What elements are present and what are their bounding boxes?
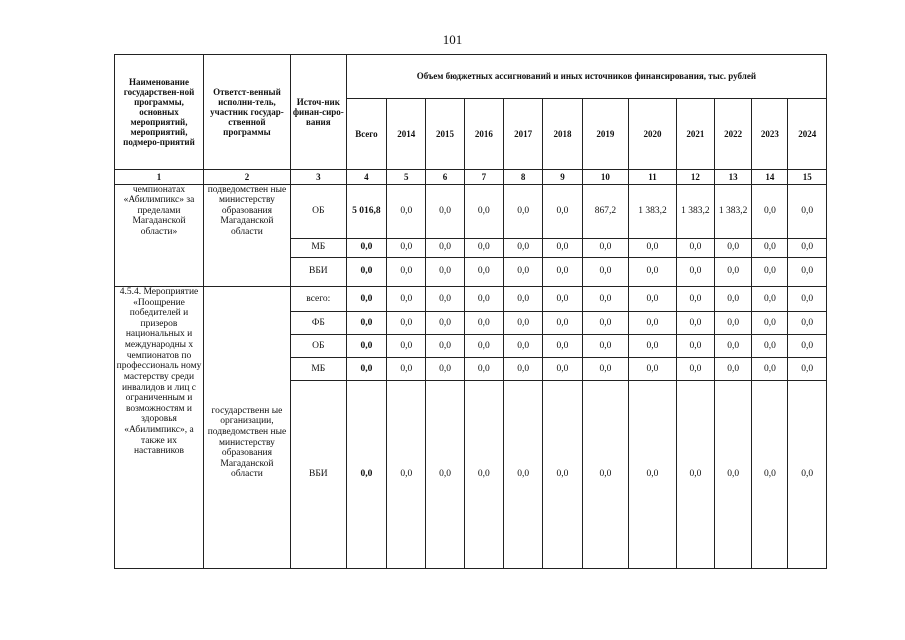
- index-cell: 2: [203, 169, 290, 184]
- value-cell: 0,0: [387, 238, 426, 257]
- value-cell: 0,0: [426, 238, 464, 257]
- value-cell: 0,0: [752, 238, 788, 257]
- header-year-cell: 2016: [464, 98, 503, 169]
- index-cell: 12: [676, 169, 714, 184]
- value-cell: 0,0: [629, 380, 677, 568]
- value-cell: 0,0: [676, 380, 714, 568]
- value-cell: 0,0: [464, 357, 503, 380]
- value-cell: 0,0: [543, 184, 582, 238]
- value-cell: 0,0: [504, 184, 543, 238]
- value-cell: 0,0: [715, 334, 752, 357]
- funding-source-cell: МБ: [290, 238, 346, 257]
- value-cell: 0,0: [788, 334, 827, 357]
- value-cell: 0,0: [629, 238, 677, 257]
- header-year-cell: 2021: [676, 98, 714, 169]
- value-cell: 0,0: [346, 380, 386, 568]
- value-cell: 0,0: [752, 257, 788, 286]
- value-cell: 0,0: [582, 311, 629, 334]
- value-cell: 0,0: [387, 257, 426, 286]
- value-cell: 0,0: [464, 380, 503, 568]
- index-cell: 5: [387, 169, 426, 184]
- value-cell: 0,0: [504, 334, 543, 357]
- value-cell: 1 383,2: [629, 184, 677, 238]
- executor-cell: государственн ые организации, подведомствен ные министерству образования Магаданской области: [203, 286, 290, 568]
- value-cell: 0,0: [715, 286, 752, 311]
- value-cell: 0,0: [582, 286, 629, 311]
- value-cell: 0,0: [788, 357, 827, 380]
- value-cell: 0,0: [715, 311, 752, 334]
- funding-source-cell: всего:: [290, 286, 346, 311]
- value-cell: 0,0: [676, 286, 714, 311]
- value-cell: 0,0: [629, 311, 677, 334]
- header-executor: Ответст-венный исполни-тель, участник государ-ственной программы: [203, 55, 290, 170]
- value-cell: 0,0: [504, 311, 543, 334]
- value-cell: 0,0: [752, 380, 788, 568]
- table-header: [115, 55, 827, 185]
- value-cell: 0,0: [346, 257, 386, 286]
- index-cell: 13: [715, 169, 752, 184]
- header-year-cell: 2022: [715, 98, 752, 169]
- header-year-cell: 2024: [788, 98, 827, 169]
- value-cell: 0,0: [715, 357, 752, 380]
- value-cell: 0,0: [676, 357, 714, 380]
- header-budget-group: Объем бюджетных ассигнований и иных источников финансирования, тыс. рублей: [346, 55, 826, 99]
- table-block-1: [115, 184, 827, 286]
- header-year-cell: 2020: [629, 98, 677, 169]
- value-cell: 0,0: [464, 257, 503, 286]
- value-cell: 0,0: [788, 238, 827, 257]
- funding-source-cell: ВБИ: [290, 257, 346, 286]
- value-cell: 0,0: [582, 257, 629, 286]
- value-cell: 0,0: [346, 334, 386, 357]
- value-cell: 0,0: [426, 380, 464, 568]
- value-cell: 0,0: [543, 238, 582, 257]
- funding-source-cell: МБ: [290, 357, 346, 380]
- index-cell: 11: [629, 169, 677, 184]
- value-cell: 0,0: [543, 286, 582, 311]
- funding-source-cell: ОБ: [290, 184, 346, 238]
- value-cell: 867,2: [582, 184, 629, 238]
- value-cell: 0,0: [582, 238, 629, 257]
- value-cell: 0,0: [582, 357, 629, 380]
- header-year-cell: 2019: [582, 98, 629, 169]
- value-cell: 0,0: [504, 380, 543, 568]
- index-cell: 3: [290, 169, 346, 184]
- value-cell: 1 383,2: [715, 184, 752, 238]
- executor-cell: подведомствен ные министерству образования Магаданской области: [203, 184, 290, 286]
- value-cell: 0,0: [788, 311, 827, 334]
- value-cell: 0,0: [629, 334, 677, 357]
- table-block-2: [115, 286, 827, 568]
- program-name-cell: чемпионатах «Абилимпикс» за пределами Магаданской области»: [115, 184, 204, 286]
- value-cell: 0,0: [752, 286, 788, 311]
- value-cell: 0,0: [676, 334, 714, 357]
- value-cell: 0,0: [715, 238, 752, 257]
- header-year-cell: 2017: [504, 98, 543, 169]
- value-cell: 0,0: [464, 334, 503, 357]
- value-cell: 0,0: [346, 238, 386, 257]
- index-cell: 7: [464, 169, 503, 184]
- table-row: [115, 286, 827, 311]
- program-name-cell: 4.5.4. Мероприятие «Поощрение победителей и призеров национальных и международны х чемпионатов по профессиональ ному мастерству среди инвалидов и лиц с ограниченным и возможностям и здоровья «Абилимпикс», а также их наставников: [115, 286, 204, 568]
- value-cell: 0,0: [426, 334, 464, 357]
- value-cell: 0,0: [676, 257, 714, 286]
- header-year-cell: 2015: [426, 98, 464, 169]
- value-cell: 0,0: [464, 238, 503, 257]
- value-cell: 0,0: [715, 380, 752, 568]
- value-cell: 0,0: [715, 257, 752, 286]
- index-cell: 14: [752, 169, 788, 184]
- value-cell: 0,0: [504, 357, 543, 380]
- value-cell: 0,0: [676, 238, 714, 257]
- value-cell: 0,0: [752, 311, 788, 334]
- value-cell: 0,0: [504, 286, 543, 311]
- value-cell: 0,0: [387, 311, 426, 334]
- value-cell: 0,0: [346, 311, 386, 334]
- value-cell: 0,0: [543, 311, 582, 334]
- value-cell: 0,0: [426, 184, 464, 238]
- value-cell: 5 016,8: [346, 184, 386, 238]
- value-cell: 0,0: [387, 184, 426, 238]
- funding-source-cell: ФБ: [290, 311, 346, 334]
- value-cell: 0,0: [543, 357, 582, 380]
- value-cell: 0,0: [426, 286, 464, 311]
- value-cell: 0,0: [676, 311, 714, 334]
- value-cell: 0,0: [629, 357, 677, 380]
- index-cell: 6: [426, 169, 464, 184]
- funding-source-cell: ВБИ: [290, 380, 346, 568]
- value-cell: 0,0: [629, 257, 677, 286]
- header-year-cell: 2018: [543, 98, 582, 169]
- header-year-cell: 2014: [387, 98, 426, 169]
- funding-source-cell: ОБ: [290, 334, 346, 357]
- index-cell: 10: [582, 169, 629, 184]
- value-cell: 0,0: [582, 380, 629, 568]
- page-number: 101: [442, 32, 463, 47]
- header-year-cell: Всего: [346, 98, 386, 169]
- value-cell: 0,0: [464, 311, 503, 334]
- index-cell: 4: [346, 169, 386, 184]
- budget-table: [114, 54, 827, 569]
- index-cell: 15: [788, 169, 827, 184]
- value-cell: 0,0: [346, 286, 386, 311]
- value-cell: 0,0: [752, 184, 788, 238]
- value-cell: 0,0: [387, 334, 426, 357]
- value-cell: 0,0: [504, 257, 543, 286]
- value-cell: 0,0: [752, 334, 788, 357]
- value-cell: 0,0: [788, 286, 827, 311]
- value-cell: 0,0: [346, 357, 386, 380]
- value-cell: 0,0: [788, 257, 827, 286]
- value-cell: 0,0: [464, 286, 503, 311]
- header-program-name: Наименование государствен-ной программы, основных мероприятий, мероприятий, подмеро-приятий: [115, 55, 204, 170]
- value-cell: 0,0: [426, 357, 464, 380]
- value-cell: 0,0: [504, 238, 543, 257]
- value-cell: 0,0: [464, 184, 503, 238]
- value-cell: 0,0: [629, 286, 677, 311]
- index-cell: 9: [543, 169, 582, 184]
- value-cell: 0,0: [387, 380, 426, 568]
- header-year-cell: 2023: [752, 98, 788, 169]
- value-cell: 0,0: [387, 286, 426, 311]
- index-cell: 8: [504, 169, 543, 184]
- table-row: [115, 184, 827, 238]
- value-cell: 0,0: [788, 184, 827, 238]
- value-cell: 0,0: [387, 357, 426, 380]
- value-cell: 0,0: [543, 334, 582, 357]
- value-cell: 0,0: [752, 357, 788, 380]
- index-cell: 1: [115, 169, 204, 184]
- value-cell: 0,0: [788, 380, 827, 568]
- value-cell: 0,0: [582, 334, 629, 357]
- value-cell: 1 383,2: [676, 184, 714, 238]
- header-funding-source: Источ-ник финан-сиро-вания: [290, 55, 346, 170]
- value-cell: 0,0: [543, 257, 582, 286]
- value-cell: 0,0: [543, 380, 582, 568]
- value-cell: 0,0: [426, 311, 464, 334]
- value-cell: 0,0: [426, 257, 464, 286]
